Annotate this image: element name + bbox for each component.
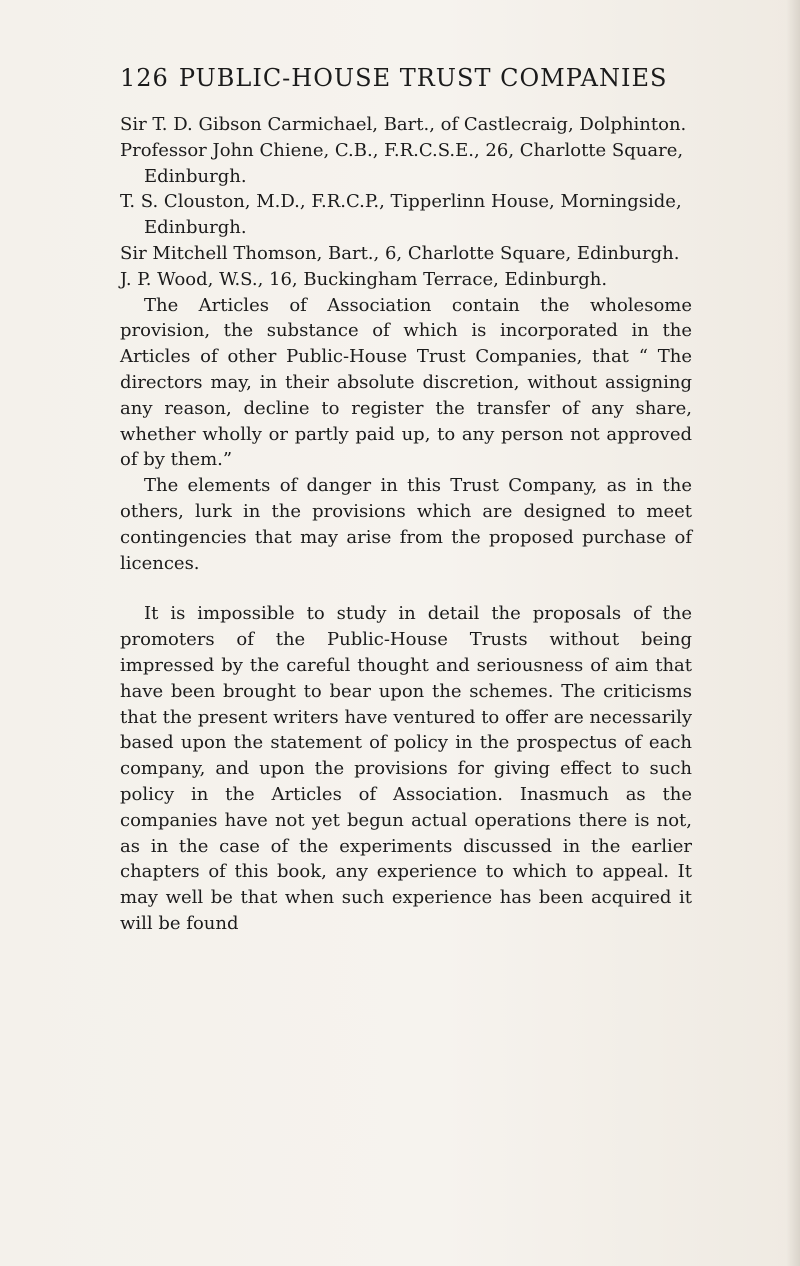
director-entry: Sir T. D. Gibson Carmichael, Bart., of Castlecraig, Dolphinton.	[120, 114, 687, 135]
page-edge-shadow	[786, 0, 800, 1266]
paragraph-dangers: The elements of danger in this Trust Company, as in the others, lurk in the provisions which are designed to meet contingencies that may arise from the proposed purchase of licences.	[120, 475, 692, 574]
directors-list	[120, 112, 692, 293]
director-entry: T. S. Clouston, M.D., F.R.C.P., Tipperlinn House, Morningside, Edinburgh.	[120, 191, 682, 239]
director-entry: Sir Mitchell Thomson, Bart., 6, Charlotte Square, Edinburgh.	[120, 242, 680, 264]
running-head	[120, 64, 667, 92]
paragraph-articles: The Articles of Association contain the wholesome provision, the substance of which is incorporated in the Articles of other Public-House Trust Companies, that “ The directors may, in their absolute discretion, without assigning any reason, decline to register the transfer of any share, whether wholly or partly paid up, to any person not approved of by them.”	[120, 294, 692, 471]
page-title: PUBLIC-HOUSE TRUST COMPANIES	[178, 64, 668, 92]
director-entry: J. P. Wood, W.S., 16, Buckingham Terrace, Edinburgh.	[120, 268, 608, 290]
director-entry: Professor John Chiene, C.B., F.R.C.S.E., 26, Charlotte Square, Edinburgh.	[120, 139, 684, 187]
page-number: 126	[120, 64, 169, 92]
page-body	[120, 112, 692, 937]
paragraph-proposals: It is impossible to study in detail the proposals of the promoters of the Public-House Trusts without being impressed by the careful thought and seriousness of aim that have been brought to bear upon the schemes. The criticisms that the present writers have ventured to offer are necessarily based upon the statement of policy in the prospectus of each company, and upon the provisions for giving effect to such policy in the Articles of Association. Inasmuch as the companies have not yet begun actual operations there is not, as in the case of the experiments discussed in the earlier chapters of this book, any experience to which to appeal. It may well be that when such experience has been acquired it will be found	[120, 603, 692, 934]
